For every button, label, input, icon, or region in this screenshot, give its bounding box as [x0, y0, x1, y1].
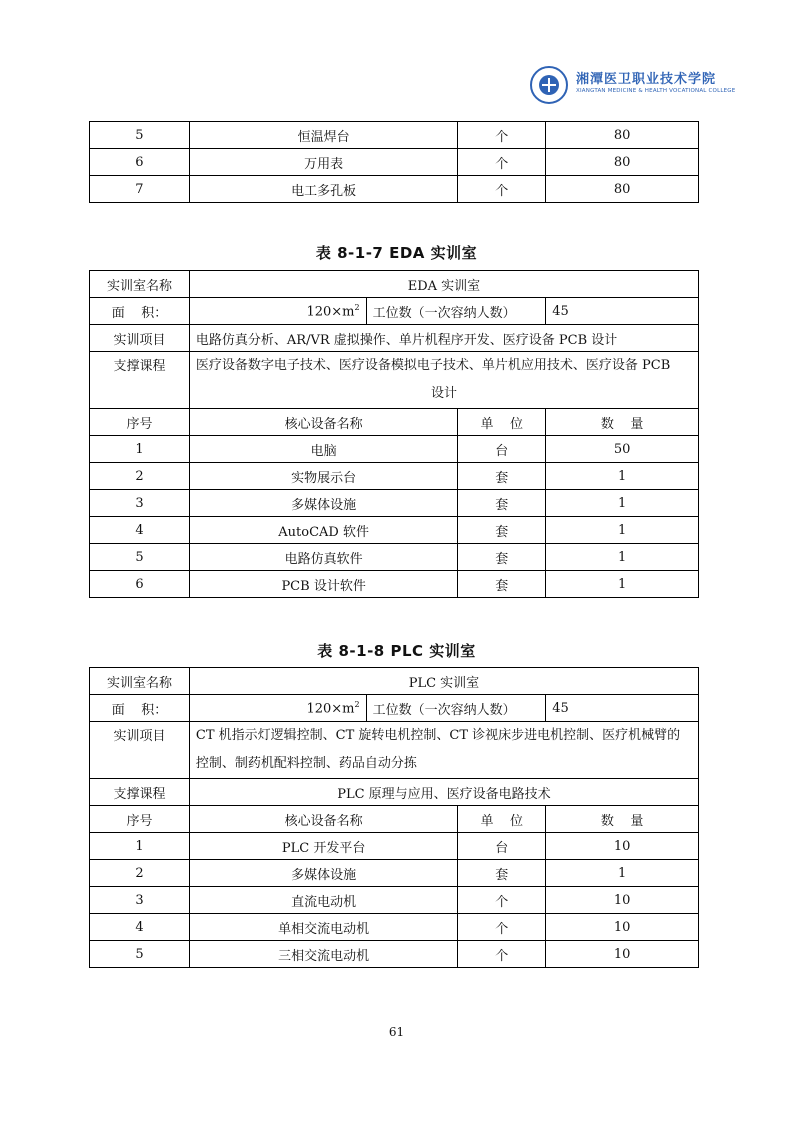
cell-qty: 80: [546, 149, 699, 176]
room-name-value: EDA 实训室: [189, 271, 698, 298]
cell-qty: 50: [546, 436, 699, 463]
project-label: 实训项目: [90, 722, 190, 779]
cell-name: 实物展示台: [189, 463, 457, 490]
table-row: [90, 490, 699, 517]
table-row: [90, 517, 699, 544]
table-row: [90, 914, 699, 941]
cell-name: PLC 开发平台: [189, 833, 457, 860]
station-value: 45: [546, 298, 699, 325]
cell-no: 5: [90, 544, 190, 571]
col-header-name: 核心设备名称: [189, 806, 457, 833]
school-name-cn: 湘潭医卫职业技术学院: [576, 72, 717, 87]
table-row: [90, 941, 699, 968]
course-value: PLC 原理与应用、医疗设备电路技术: [189, 779, 698, 806]
cell-no: 1: [90, 833, 190, 860]
col-header-unit: 单 位: [458, 806, 546, 833]
cell-qty: 10: [546, 833, 699, 860]
project-label: 实训项目: [90, 325, 190, 352]
cell-unit: 套: [458, 571, 546, 598]
eda-lab-table: [89, 270, 699, 598]
cell-unit: 套: [458, 463, 546, 490]
cell-no: 5: [90, 122, 190, 149]
station-value: 45: [546, 695, 699, 722]
cell-unit: 台: [458, 436, 546, 463]
project-value: CT 机指示灯逻辑控制、CT 旋转电机控制、CT 诊视床步进电机控制、医疗机械臂的 控制、制药机配料控制、药品自动分拣: [189, 722, 698, 779]
cell-qty: 10: [546, 887, 699, 914]
cell-unit: 套: [458, 490, 546, 517]
station-label: 工位数（一次容纳人数）: [366, 298, 546, 325]
col-header-qty: 数 量: [546, 409, 699, 436]
cell-name: AutoCAD 软件: [189, 517, 457, 544]
cell-no: 4: [90, 517, 190, 544]
cell-qty: 1: [546, 860, 699, 887]
cell-no: 3: [90, 887, 190, 914]
cell-no: 7: [90, 176, 190, 203]
page-number: 61: [388, 1025, 405, 1039]
cell-no: 2: [90, 860, 190, 887]
cell-qty: 1: [546, 544, 699, 571]
cell-no: 1: [90, 436, 190, 463]
cell-no: 5: [90, 941, 190, 968]
cell-qty: 1: [546, 490, 699, 517]
col-header-unit: 单 位: [458, 409, 546, 436]
table-8-1-7-caption: 表 8-1-7 EDA 实训室: [315, 244, 478, 262]
cell-unit: 个: [458, 149, 546, 176]
cell-name: 电工多孔板: [189, 176, 458, 203]
table-row: [90, 887, 699, 914]
cell-name: 单相交流电动机: [189, 914, 457, 941]
header-row: [90, 806, 699, 833]
course-value: 医疗设备数字电子技术、医疗设备模拟电子技术、单片机应用技术、医疗设备 PCB 设计: [189, 352, 698, 409]
cell-qty: 80: [546, 122, 699, 149]
table-row: [90, 149, 699, 176]
table-row: [90, 833, 699, 860]
cell-qty: 1: [546, 517, 699, 544]
cell-unit: 个: [458, 176, 546, 203]
area-value: $120\times m^2$: [189, 695, 366, 722]
cell-no: 6: [90, 571, 190, 598]
cell-name: 电脑: [189, 436, 457, 463]
cell-qty: 1: [546, 571, 699, 598]
cell-name: 恒温焊台: [189, 122, 458, 149]
cell-qty: 1: [546, 463, 699, 490]
room-name-label: 实训室名称: [90, 668, 190, 695]
table-row: [90, 122, 699, 149]
plc-lab-table: [89, 667, 699, 968]
table-row: [90, 176, 699, 203]
cell-name: 电路仿真软件: [189, 544, 457, 571]
cell-name: 三相交流电动机: [189, 941, 457, 968]
cell-qty: 10: [546, 914, 699, 941]
table-row: [90, 463, 699, 490]
area-label: 面 积：: [90, 695, 190, 722]
cell-unit: 个: [458, 941, 546, 968]
cell-no: 2: [90, 463, 190, 490]
header-row: [90, 409, 699, 436]
top-continuation-table: [89, 121, 699, 203]
cell-unit: 个: [458, 887, 546, 914]
table-row: [90, 860, 699, 887]
cell-name: 直流电动机: [189, 887, 457, 914]
cell-name: 多媒体设施: [189, 490, 457, 517]
table-row: [90, 571, 699, 598]
cell-unit: 个: [458, 122, 546, 149]
cell-qty: 80: [546, 176, 699, 203]
cell-no: 4: [90, 914, 190, 941]
room-name-value: PLC 实训室: [189, 668, 698, 695]
col-header-qty: 数 量: [546, 806, 699, 833]
area-label: 面 积：: [90, 298, 190, 325]
school-emblem-icon: [530, 66, 568, 104]
cell-unit: 套: [458, 860, 546, 887]
cell-name: 多媒体设施: [189, 860, 457, 887]
cell-no: 6: [90, 149, 190, 176]
cell-unit: 套: [458, 544, 546, 571]
col-header-name: 核心设备名称: [189, 409, 457, 436]
course-label: 支撑课程: [90, 352, 190, 409]
station-label: 工位数（一次容纳人数）: [366, 695, 546, 722]
table-row: [90, 544, 699, 571]
project-value: 电路仿真分析、AR/VR 虚拟操作、单片机程序开发、医疗设备 PCB 设计: [189, 325, 698, 352]
cell-qty: 10: [546, 941, 699, 968]
cell-unit: 套: [458, 517, 546, 544]
area-value: $120\times m^2$: [189, 298, 366, 325]
col-header-no: 序号: [90, 409, 190, 436]
cell-name: PCB 设计软件: [189, 571, 457, 598]
cell-unit: 个: [458, 914, 546, 941]
cell-no: 3: [90, 490, 190, 517]
school-name-en: XIANGTAN MEDICINE & HEALTH VOCATIONAL COLLEGE: [576, 88, 736, 94]
school-logo: [530, 64, 736, 110]
col-header-no: 序号: [90, 806, 190, 833]
table-8-1-8-caption: 表 8-1-8 PLC 实训室: [317, 642, 476, 660]
cell-name: 万用表: [189, 149, 458, 176]
table-row: [90, 436, 699, 463]
course-label: 支撑课程: [90, 779, 190, 806]
cell-unit: 台: [458, 833, 546, 860]
room-name-label: 实训室名称: [90, 271, 190, 298]
